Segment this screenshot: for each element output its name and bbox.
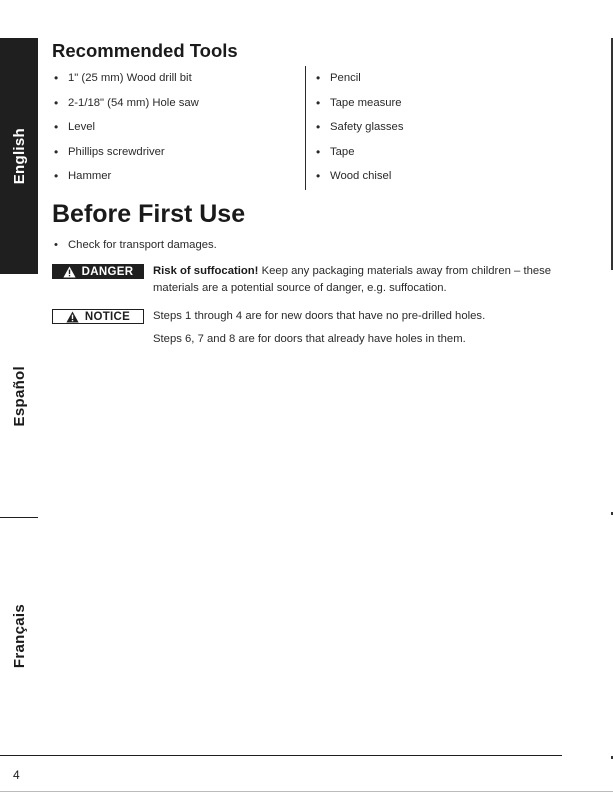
list-item: • 1" (25 mm) Wood drill bit xyxy=(52,71,292,96)
danger-text: Keep any packaging materials away from children – these materials are a potential source of danger, e.g. suffocation. xyxy=(153,265,552,294)
bottom-line xyxy=(0,791,613,792)
notice-label-text: NOTICE xyxy=(84,310,131,323)
list-item: • Wood chisel xyxy=(314,169,554,194)
language-tab-francais[interactable] xyxy=(0,518,38,755)
language-tab-label: English xyxy=(10,127,28,185)
notice-line: Steps 1 through 4 are for new doors that have no pre-drilled holes. xyxy=(153,310,486,322)
footer-rule xyxy=(0,755,562,756)
warning-triangle-icon xyxy=(66,311,79,323)
list-item: • Check for transport damages. xyxy=(52,239,217,251)
section-title-recommended-tools: Recommended Tools xyxy=(52,40,238,61)
tools-list-left xyxy=(52,71,292,194)
language-tab-english[interactable] xyxy=(0,38,38,274)
list-item: • Hammer xyxy=(52,169,292,194)
list-item: • Pencil xyxy=(314,71,554,96)
page-number: 4 xyxy=(13,768,20,782)
danger-label-text: DANGER xyxy=(81,265,134,278)
list-item: • Safety glasses xyxy=(314,120,554,145)
notice-label xyxy=(52,309,144,324)
column-divider xyxy=(305,66,306,190)
list-item: • Level xyxy=(52,120,292,145)
section-title-before-first-use: Before First Use xyxy=(52,200,246,228)
list-item: • Tape xyxy=(314,145,554,170)
language-tab-label: Español xyxy=(10,365,28,427)
language-tab-label: Français xyxy=(10,604,28,669)
danger-message xyxy=(153,263,573,297)
notice-line: Steps 6, 7 and 8 are for doors that already have holes in them. xyxy=(153,333,466,345)
list-item: • 2-1/18" (54 mm) Hole saw xyxy=(52,96,292,121)
danger-lead: Risk of suffocation! xyxy=(153,265,259,277)
tools-list-right xyxy=(314,71,554,194)
language-tab-espanol[interactable] xyxy=(0,274,38,518)
notice-message xyxy=(153,308,573,348)
list-item: • Phillips screwdriver xyxy=(52,145,292,170)
list-item: • Tape measure xyxy=(314,96,554,121)
warning-triangle-icon xyxy=(63,266,76,278)
danger-label xyxy=(52,264,144,279)
